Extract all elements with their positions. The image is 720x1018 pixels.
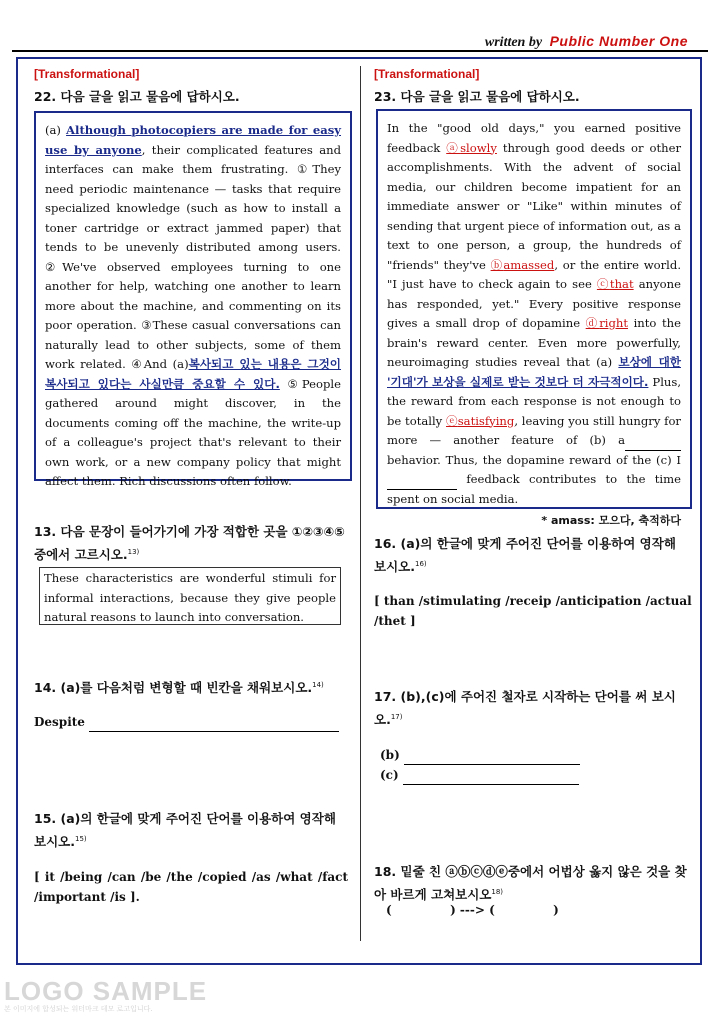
q15-title: 15. (a)의 한글에 맞게 주어진 단어를 이용하여 영작해 보시오. bbox=[34, 811, 336, 850]
q14-title: 14. (a)를 다음처럼 변형할 때 빈칸을 채워보시오. bbox=[34, 680, 313, 696]
q16-word-bank: [ than /stimulating /receip /anticipation /actual /thet ] bbox=[374, 594, 692, 628]
q13-footnote: 13) bbox=[127, 548, 140, 556]
watermark-caption: 본 이미지에 합성되는 워터마크 데모 로고입니다. bbox=[4, 1005, 153, 1013]
q17-label-c: (c) bbox=[380, 768, 399, 782]
q23-mark-b bbox=[491, 258, 555, 272]
q23-mark-e-symbol: ⓔ bbox=[446, 413, 458, 428]
q14-footnote: 14) bbox=[312, 681, 324, 689]
q18-question bbox=[374, 861, 692, 905]
q23-mark-c bbox=[597, 277, 634, 291]
left-transformational-tag: [Transformational] bbox=[34, 67, 140, 81]
q23-footnote-row bbox=[387, 511, 681, 531]
q23-mark-b-word: amassed bbox=[503, 257, 555, 272]
q22-passage-underlined-a: Although photocopiers are made for easy use by anyone bbox=[45, 123, 341, 157]
q22-passage-text-2: , their complicated features and interfaces can make them frustrating. ①They need periodic maintenance — tasks that require specialized knowledge (such as how to install a toner cartridge or extract jammed paper) that tends to be unevenly distributed among users. ②We've observed employees turning to one another for help, watching one another to learn more about the machine, and commenting on its poor operation. ③These casual conversations can naturally lead to other subjects, some of them work related. ④And (a) bbox=[45, 142, 341, 371]
q23-text-2: through good deeds or other accomplishments. With the advent of social media, our children become impatient for an immediate answer or "Like" within minutes of sending that urgent piece of information out, as a text to one person, a group, the hundreds of "friends" they've bbox=[387, 140, 681, 272]
header-written: written bbox=[484, 35, 526, 50]
q16-question bbox=[374, 533, 690, 577]
q23-text-8: (b) a bbox=[589, 433, 625, 447]
q23-korean-a: 보상에 대한 '기대'가 보상을 실제로 받는 것보다 더 자극적이다. bbox=[387, 355, 681, 389]
q23-mark-c-word: that bbox=[609, 277, 634, 291]
q23-mark-d bbox=[586, 316, 628, 330]
q13-sentence-box: These characteristics are wonderful stimuli for informal interactions, because they give people natural reasons to launch into conversation. bbox=[39, 567, 341, 625]
q13-title: 13. 다음 문장이 들어가기에 가장 적합한 곳을 ①②③④⑤중에서 고르시오. bbox=[34, 524, 345, 563]
q14-question bbox=[34, 675, 352, 698]
amass-note: * amass: 모으다, 축적하다 bbox=[541, 514, 681, 527]
q23-blank-b[interactable] bbox=[625, 436, 681, 451]
q14-answer-blank[interactable] bbox=[89, 715, 339, 732]
watermark-logo: LOGO SAMPLE bbox=[4, 976, 208, 1006]
header-brand: Public Number One bbox=[549, 33, 688, 49]
page-header bbox=[485, 33, 688, 51]
q18-title: 18. 밑줄 친 ⓐⓑⓒⓓⓔ중에서 어법상 옳지 않은 것을 찾아 바르게 고쳐보시오 bbox=[374, 864, 687, 903]
q23-mark-a-symbol: ⓐ bbox=[446, 140, 461, 155]
q23-mark-d-word: right bbox=[599, 316, 628, 330]
q23-blank-c[interactable] bbox=[387, 475, 457, 490]
q17-question bbox=[374, 686, 690, 730]
q17-footnote: 17) bbox=[390, 713, 403, 721]
q23-mark-e bbox=[446, 414, 514, 428]
q23-mark-b-symbol: ⓑ bbox=[490, 257, 504, 272]
q15-footnote: 15) bbox=[74, 835, 87, 843]
q23-mark-e-word: satisfying bbox=[457, 413, 515, 428]
header-by: by bbox=[528, 35, 543, 50]
q23-mark-c-symbol: ⓒ bbox=[596, 277, 610, 291]
q23-title: 23. 다음 글을 읽고 물음에 답하시오. bbox=[374, 89, 580, 104]
q23-text-7: , leaving you still hungry for more — another feature of bbox=[387, 413, 681, 447]
q23-text-10: feedback contributes to the time spent on social media. bbox=[387, 472, 681, 506]
q18-close-paren-1: ) ---> bbox=[450, 903, 485, 917]
q17-answer-c-row bbox=[380, 765, 579, 785]
column-divider bbox=[360, 66, 361, 941]
right-transformational-tag: [Transformational] bbox=[374, 67, 480, 81]
q14-answer-row bbox=[34, 712, 339, 732]
q13-question bbox=[34, 521, 352, 565]
q17-label-b: (b) bbox=[380, 748, 400, 762]
q23-passage bbox=[376, 109, 692, 527]
q22-passage bbox=[34, 111, 352, 488]
q16-footnote: 16) bbox=[414, 560, 427, 568]
q23-text-3: , or the entire world. "I just have to check again to see bbox=[387, 257, 681, 291]
q22-passage-korean-a: 복사되고 있는 내용은 그것이 복사되고 있다는 사실만큼 중요할 수 있다. bbox=[45, 357, 341, 391]
q18-open-paren-1: ( bbox=[386, 903, 392, 917]
q23-text-9: behavior. Thus, the dopamine reward of the (c) I bbox=[387, 452, 681, 467]
q23-text-4: anyone has responded, yet." Every positive response gives a small drop of dopamine bbox=[387, 277, 681, 330]
q16-title: 16. (a)의 한글에 맞게 주어진 단어를 이용하여 영작해 보시오. bbox=[374, 536, 676, 575]
q18-close-paren-2: ) bbox=[553, 903, 559, 917]
q23-mark-a-word: slowly bbox=[460, 140, 497, 155]
q22-passage-text-1: (a) bbox=[45, 123, 67, 137]
q23-text-6: Plus, the reward from each response is not enough to be totally bbox=[387, 374, 682, 428]
q15-question bbox=[34, 808, 352, 852]
q22-title: 22. 다음 글을 읽고 물음에 답하시오. bbox=[34, 89, 240, 104]
q14-prefix: Despite bbox=[34, 715, 85, 729]
q23-text-5: into the brain's reward center. Even more powerfully, neuroimaging studies reveal that (a) bbox=[387, 316, 681, 369]
q17-answer-c-blank[interactable] bbox=[403, 770, 579, 785]
q17-title: 17. (b),(c)에 주어진 철자로 시작하는 단어를 써 보시오. bbox=[374, 689, 676, 728]
q18-open-paren-2: ( bbox=[489, 903, 495, 917]
q18-answer-row bbox=[386, 900, 559, 920]
q17-answer-b-row bbox=[380, 745, 580, 765]
q17-answer-b-blank[interactable] bbox=[404, 750, 580, 765]
q23-mark-d-symbol: ⓓ bbox=[585, 316, 600, 330]
q23-mark-a bbox=[446, 141, 497, 155]
q18-footnote: 18) bbox=[491, 888, 504, 896]
q23-text-1: In the "good old days," you earned positive feedback bbox=[387, 121, 681, 155]
q22-passage-text-3: ⑤People gathered around might discover, in the documents coming off the machine, the write-up of a colleague's project that's relevant to their own work, or a new company policy that might affect them. Rich discussions often follow. bbox=[45, 376, 341, 488]
header-rule bbox=[12, 50, 708, 52]
q15-word-bank: [ it /being /can /be /the /copied /as /what /fact /important /is ]. bbox=[34, 870, 348, 904]
